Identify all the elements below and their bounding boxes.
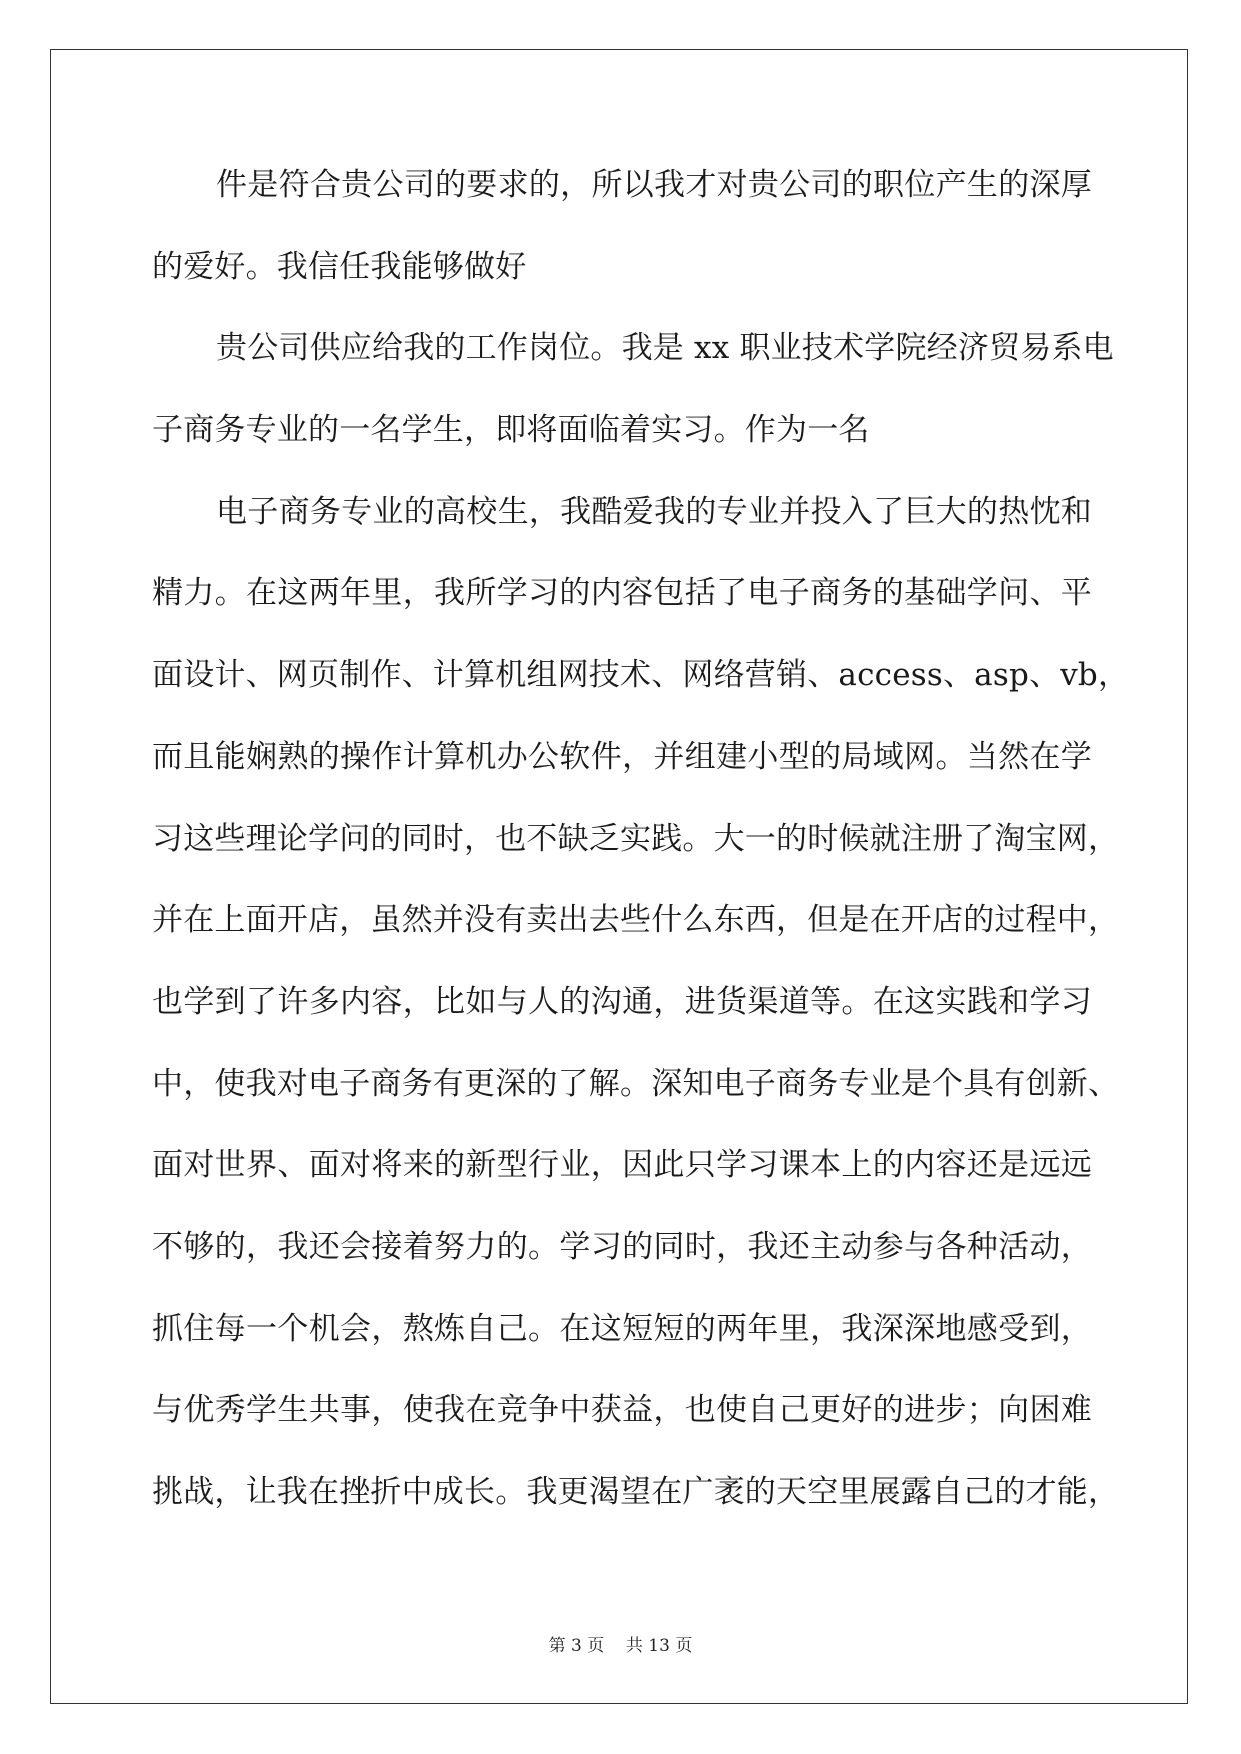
text-line: 电子商务专业的高校生，我酷爱我的专业并投入了巨大的热忱和 xyxy=(216,493,1092,530)
text-line: 面对世界、面对将来的新型行业，因此只学习课本上的内容还是远远 xyxy=(152,1147,1092,1184)
text-line: 也学到了许多内容，比如与人的沟通，进货渠道等。在这实践和学习 xyxy=(152,983,1092,1020)
text-line: 与优秀学生共事，使我在竞争中获益，也使自己更好的进步；向困难 xyxy=(152,1392,1092,1429)
text-line: 不够的，我还会接着努力的。学习的同时，我还主动参与各种活动， xyxy=(152,1228,1092,1265)
text-line: 并在上面开店，虽然并没有卖出去些什么东西，但是在开店的过程中， xyxy=(152,902,1120,939)
text-line: 中，使我对电子商务有更深的了解。深知电子商务专业是个具有创新、 xyxy=(152,1065,1120,1102)
document-body xyxy=(152,165,1130,1554)
text-line: 面设计、网页制作、计算机组网技术、网络营销、access、asp、vb， xyxy=(152,657,1130,694)
text-line: 习这些理论学问的同时，也不缺乏实践。大一的时候就注册了淘宝网， xyxy=(152,820,1120,857)
text-line: 精力。在这两年里，我所学习的内容包括了电子商务的基础学问、平 xyxy=(152,575,1092,612)
text-line: 抓住每一个机会，熬炼自己。在这短短的两年里，我深深地感受到， xyxy=(152,1310,1092,1347)
text-line: 贵公司供应给我的工作岗位。我是 xx 职业技术学院经济贸易系电 xyxy=(216,330,1114,367)
page-number-footer: 第 3 页 共 13 页 xyxy=(548,1636,693,1656)
text-line: 件是符合贵公司的要求的，所以我才对贵公司的职位产生的深厚 xyxy=(216,167,1092,203)
text-line: 挑战，让我在挫折中成长。我更渴望在广袤的天空里展露自己的才能， xyxy=(152,1474,1120,1510)
text-line: 的爱好。我信任我能够做好 xyxy=(152,248,527,285)
text-line: 子商务专业的一名学生，即将面临着实习。作为一名 xyxy=(152,412,870,449)
text-line: 而且能娴熟的操作计算机办公软件，并组建小型的局域网。当然在学 xyxy=(152,738,1092,775)
